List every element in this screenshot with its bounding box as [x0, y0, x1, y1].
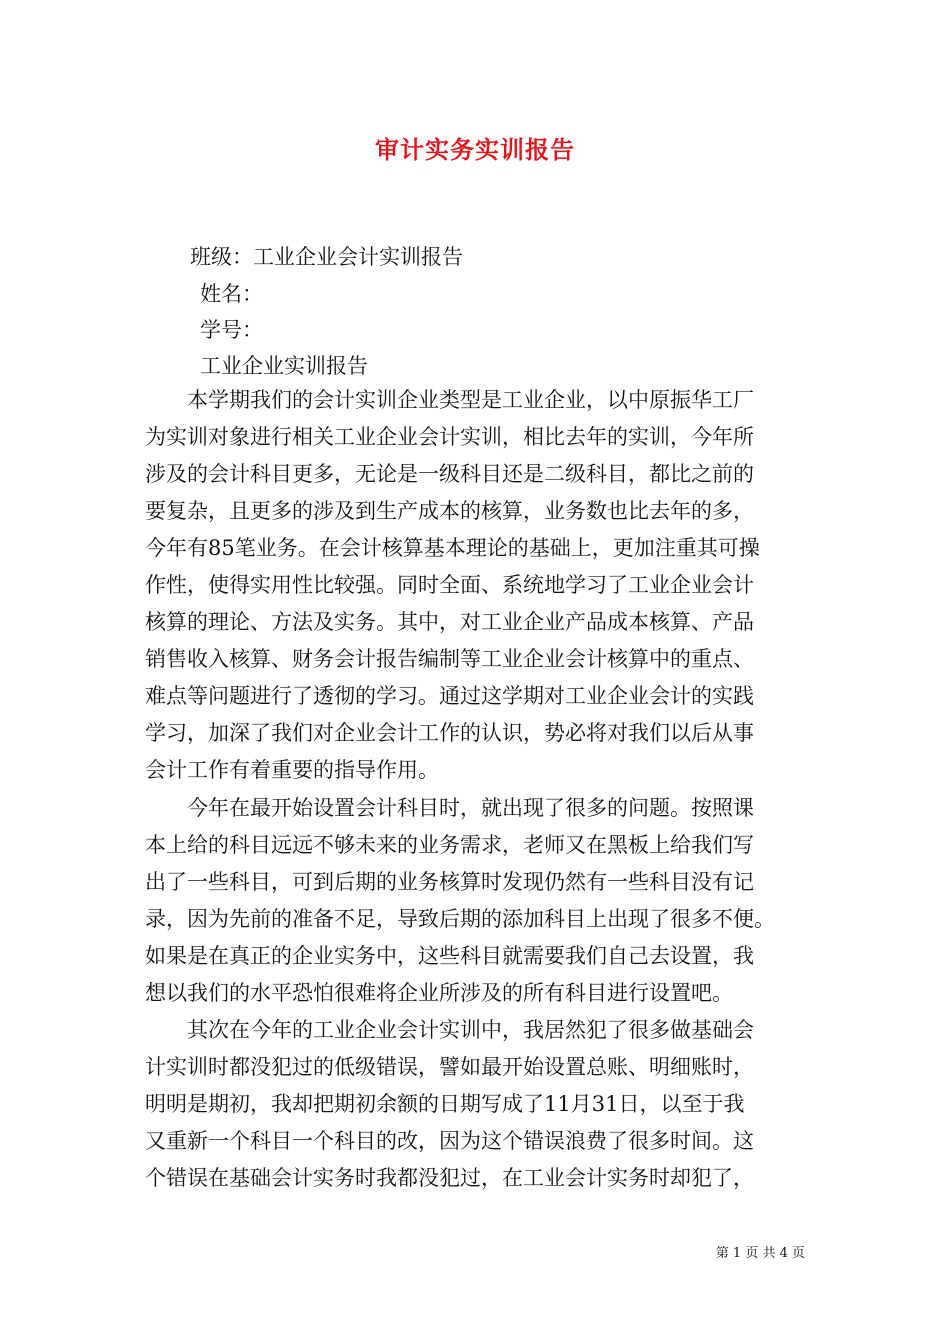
- name-line: 姓名：: [200, 282, 263, 306]
- report-subtitle: 工业企业实训报告: [200, 354, 368, 378]
- document-title: 审计实务实训报告: [375, 135, 575, 164]
- paragraph-1: 本学期我们的会计实训企业类型是工业企业，以中原振华工厂 为实训对象进行相关工业企业会计实训，相比去年的实训，今年所 涉及的会计科目更多，无论是一级科目还是二级科目，都比之前的 要复杂，且更多的涉及到生产成本的核算，业务数也比去年的多， 今年有85笔业务。在会计核算基本理论的基础上，更加注重其可操 作性，使得实用性比较强。同时全面、系统地学习了工业企业会计 核算的理论、方法及实务。其中，对工业企业产品成本核算、产品 销售收入核算、财务会计报告编制等工业企业会计核算中的重点、 难点等问题进行了透彻的学习。通过这学期对工业企业会计的实践 学习，加深了我们对企业会计工作的认识，势必将对我们以后从事 会计工作有着重要的指导作用。: [145, 388, 760, 782]
- paragraph-2: 今年在最开始设置会计科目时，就出现了很多的问题。按照课 本上给的科目远远不够未来的业务需求，老师又在黑板上给我们写 出了一些科目，可到后期的业务核算时发现仍然有一些科目没有记 录，因为先前的准备不足，导致后期的添加科目上出现了很多不便。 如果是在真正的企业实务中，这些科目就需要我们自己去设置，我 想以我们的水平恐怕很难将企业所涉及的所有科目进行设置吧。: [145, 796, 775, 1005]
- paragraph-3: 其次在今年的工业企业会计实训中，我居然犯了很多做基础会 计实训时都没犯过的低级错误，譬如最开始设置总账、明细账时， 明明是期初，我却把期初余额的日期写成了11月31日，以至于我 又重新一个科目一个科目的改，因为这个错误浪费了很多时间。这 个错误在基础会计实务时我都没犯过，在工业会计实务时却犯了，: [145, 1018, 754, 1190]
- class-line: 班级：工业企业会计实训报告: [190, 245, 463, 269]
- student-id-line: 学号：: [200, 318, 263, 342]
- page-number-footer: 第 1 页 共 4 页: [715, 1246, 805, 1261]
